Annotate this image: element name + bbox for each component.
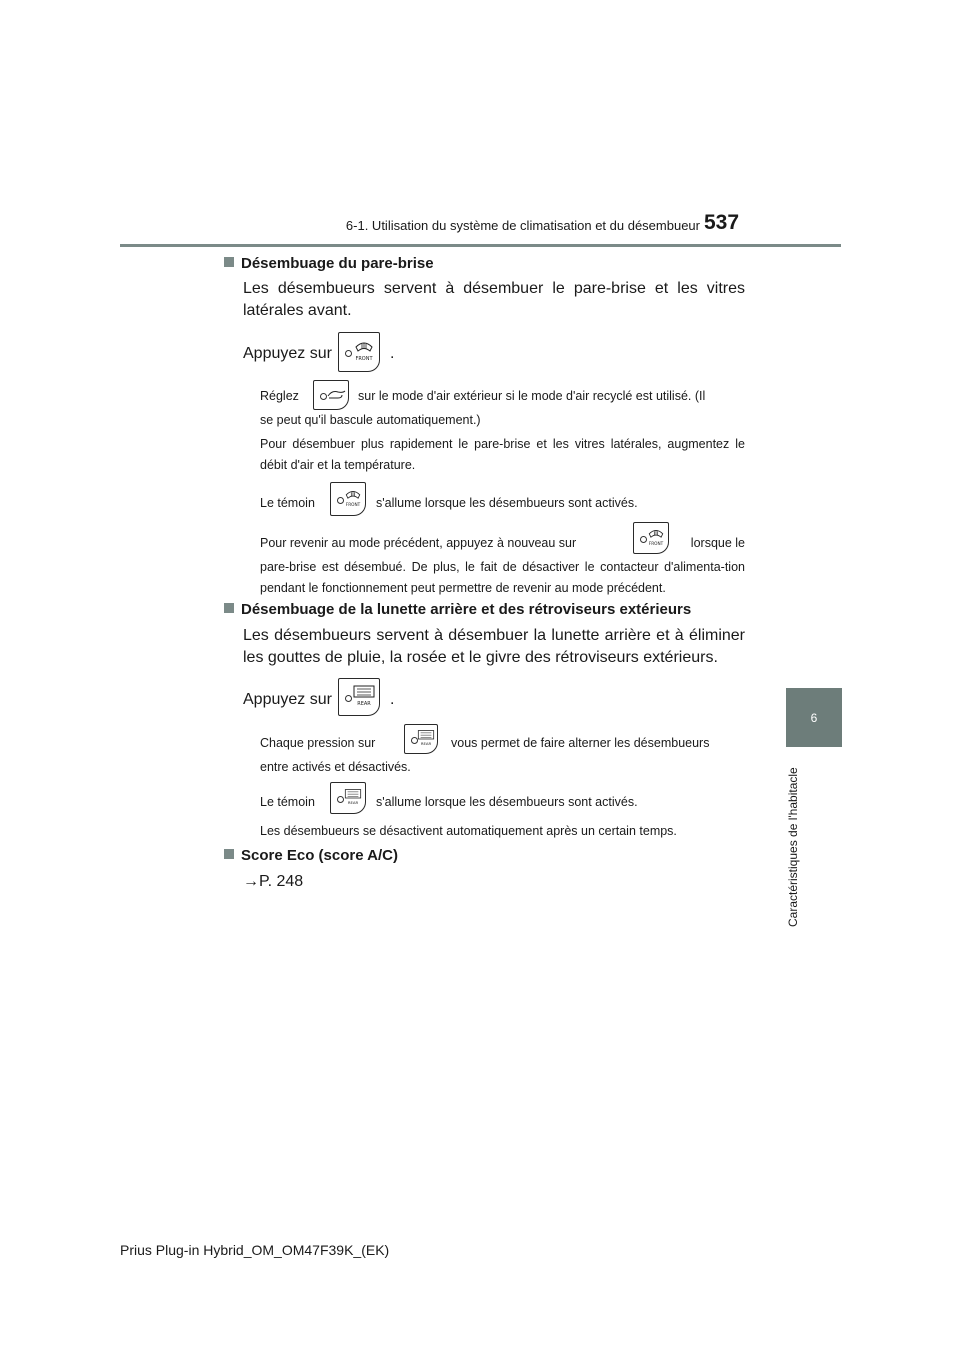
rear-note1-end: vous permet de faire alterner les désembueurs [451, 736, 710, 750]
header-divider [120, 244, 841, 247]
rear-press-text: Appuyez sur [243, 691, 332, 708]
svg-text:FRONT: FRONT [648, 540, 664, 546]
rear-press-dot: . [390, 691, 395, 708]
air-intake-button-icon [313, 380, 349, 410]
windshield-press-dot: . [390, 345, 395, 362]
eco-page-reference[interactable]: →P. 248 [243, 873, 304, 890]
windshield-note3-start: Le témoin [260, 496, 315, 510]
windshield-note2: Pour désembuer plus rapidement le pare-brise et les vitres latérales, augmentez le débit d'air et la température. [260, 437, 745, 472]
rear-note2-end: s'allume lorsque les désembueurs sont activés. [376, 795, 638, 809]
footer-document-id: Prius Plug-in Hybrid_OM_OM47F39K_(EK) [120, 1242, 390, 1258]
bullet-square-icon [224, 849, 234, 859]
rear-note3: Les désembueurs se désactivent automatiquement après un certain temps. [260, 824, 677, 838]
section-heading-rear: Désembuage de la lunette arrière et des rétroviseurs extérieurs [224, 601, 691, 618]
svg-text:FRONT: FRONT [345, 501, 361, 507]
rear-note2-start: Le témoin [260, 795, 315, 809]
windshield-note1-start: Réglez [260, 389, 299, 403]
bullet-square-icon [224, 603, 234, 613]
rear-note1-cont: entre activés et désactivés. [260, 760, 411, 774]
windshield-body: Les désembueurs servent à désembuer le pare-brise et les vitres latérales avant. [243, 280, 745, 319]
windshield-note4-start: Pour revenir au mode précédent, appuyez à nouveau sur [260, 536, 577, 550]
rear-defogger-button-icon [338, 678, 380, 716]
rear-indicator-icon [330, 782, 366, 814]
page-number: 537 [704, 211, 740, 234]
windshield-note3-end: s'allume lorsque les désembueurs sont activés. [376, 496, 638, 510]
front-defogger-return-icon [633, 522, 669, 554]
windshield-note4-end: lorsque le [690, 536, 745, 550]
windshield-note4-cont: pare-brise est désembué. De plus, le fait de désactiver le contacteur d'alimenta-tion pendant le fonctionnement peut permettre de revenir au mode précédent. [260, 560, 745, 595]
chapter-tab: 6 [786, 688, 842, 747]
rear-body: Les désembueurs servent à désembuer la lunette arrière et à éliminer les gouttes de pluie, la rosée et le givre des rétroviseurs extérieurs. [243, 627, 745, 666]
svg-text:REAR: REAR [420, 741, 432, 747]
chapter-header: 6-1. Utilisation du système de climatisation et du désembueur [345, 218, 700, 233]
section-heading-eco: Score Eco (score A/C) [224, 847, 398, 864]
section-heading-windshield: Désembuage du pare-brise [224, 255, 434, 272]
svg-text:FRONT: FRONT [355, 356, 373, 362]
rear-note1-start: Chaque pression sur [260, 736, 376, 750]
svg-text:REAR: REAR [357, 701, 371, 707]
svg-text:REAR: REAR [347, 800, 359, 806]
windshield-press-text: Appuyez sur [243, 345, 332, 362]
front-defogger-button-icon [338, 332, 380, 372]
windshield-note1-cont: se peut qu'il bascule automatiquement.) [260, 413, 481, 427]
rear-defogger-toggle-icon [404, 724, 438, 754]
windshield-note1-end: sur le mode d'air extérieur si le mode d'air recyclé est utilisé. (Il [358, 389, 706, 403]
front-indicator-icon [330, 482, 366, 516]
chapter-tab-label: Caractéristiques de l'habitacle [786, 767, 800, 927]
bullet-square-icon [224, 257, 234, 267]
